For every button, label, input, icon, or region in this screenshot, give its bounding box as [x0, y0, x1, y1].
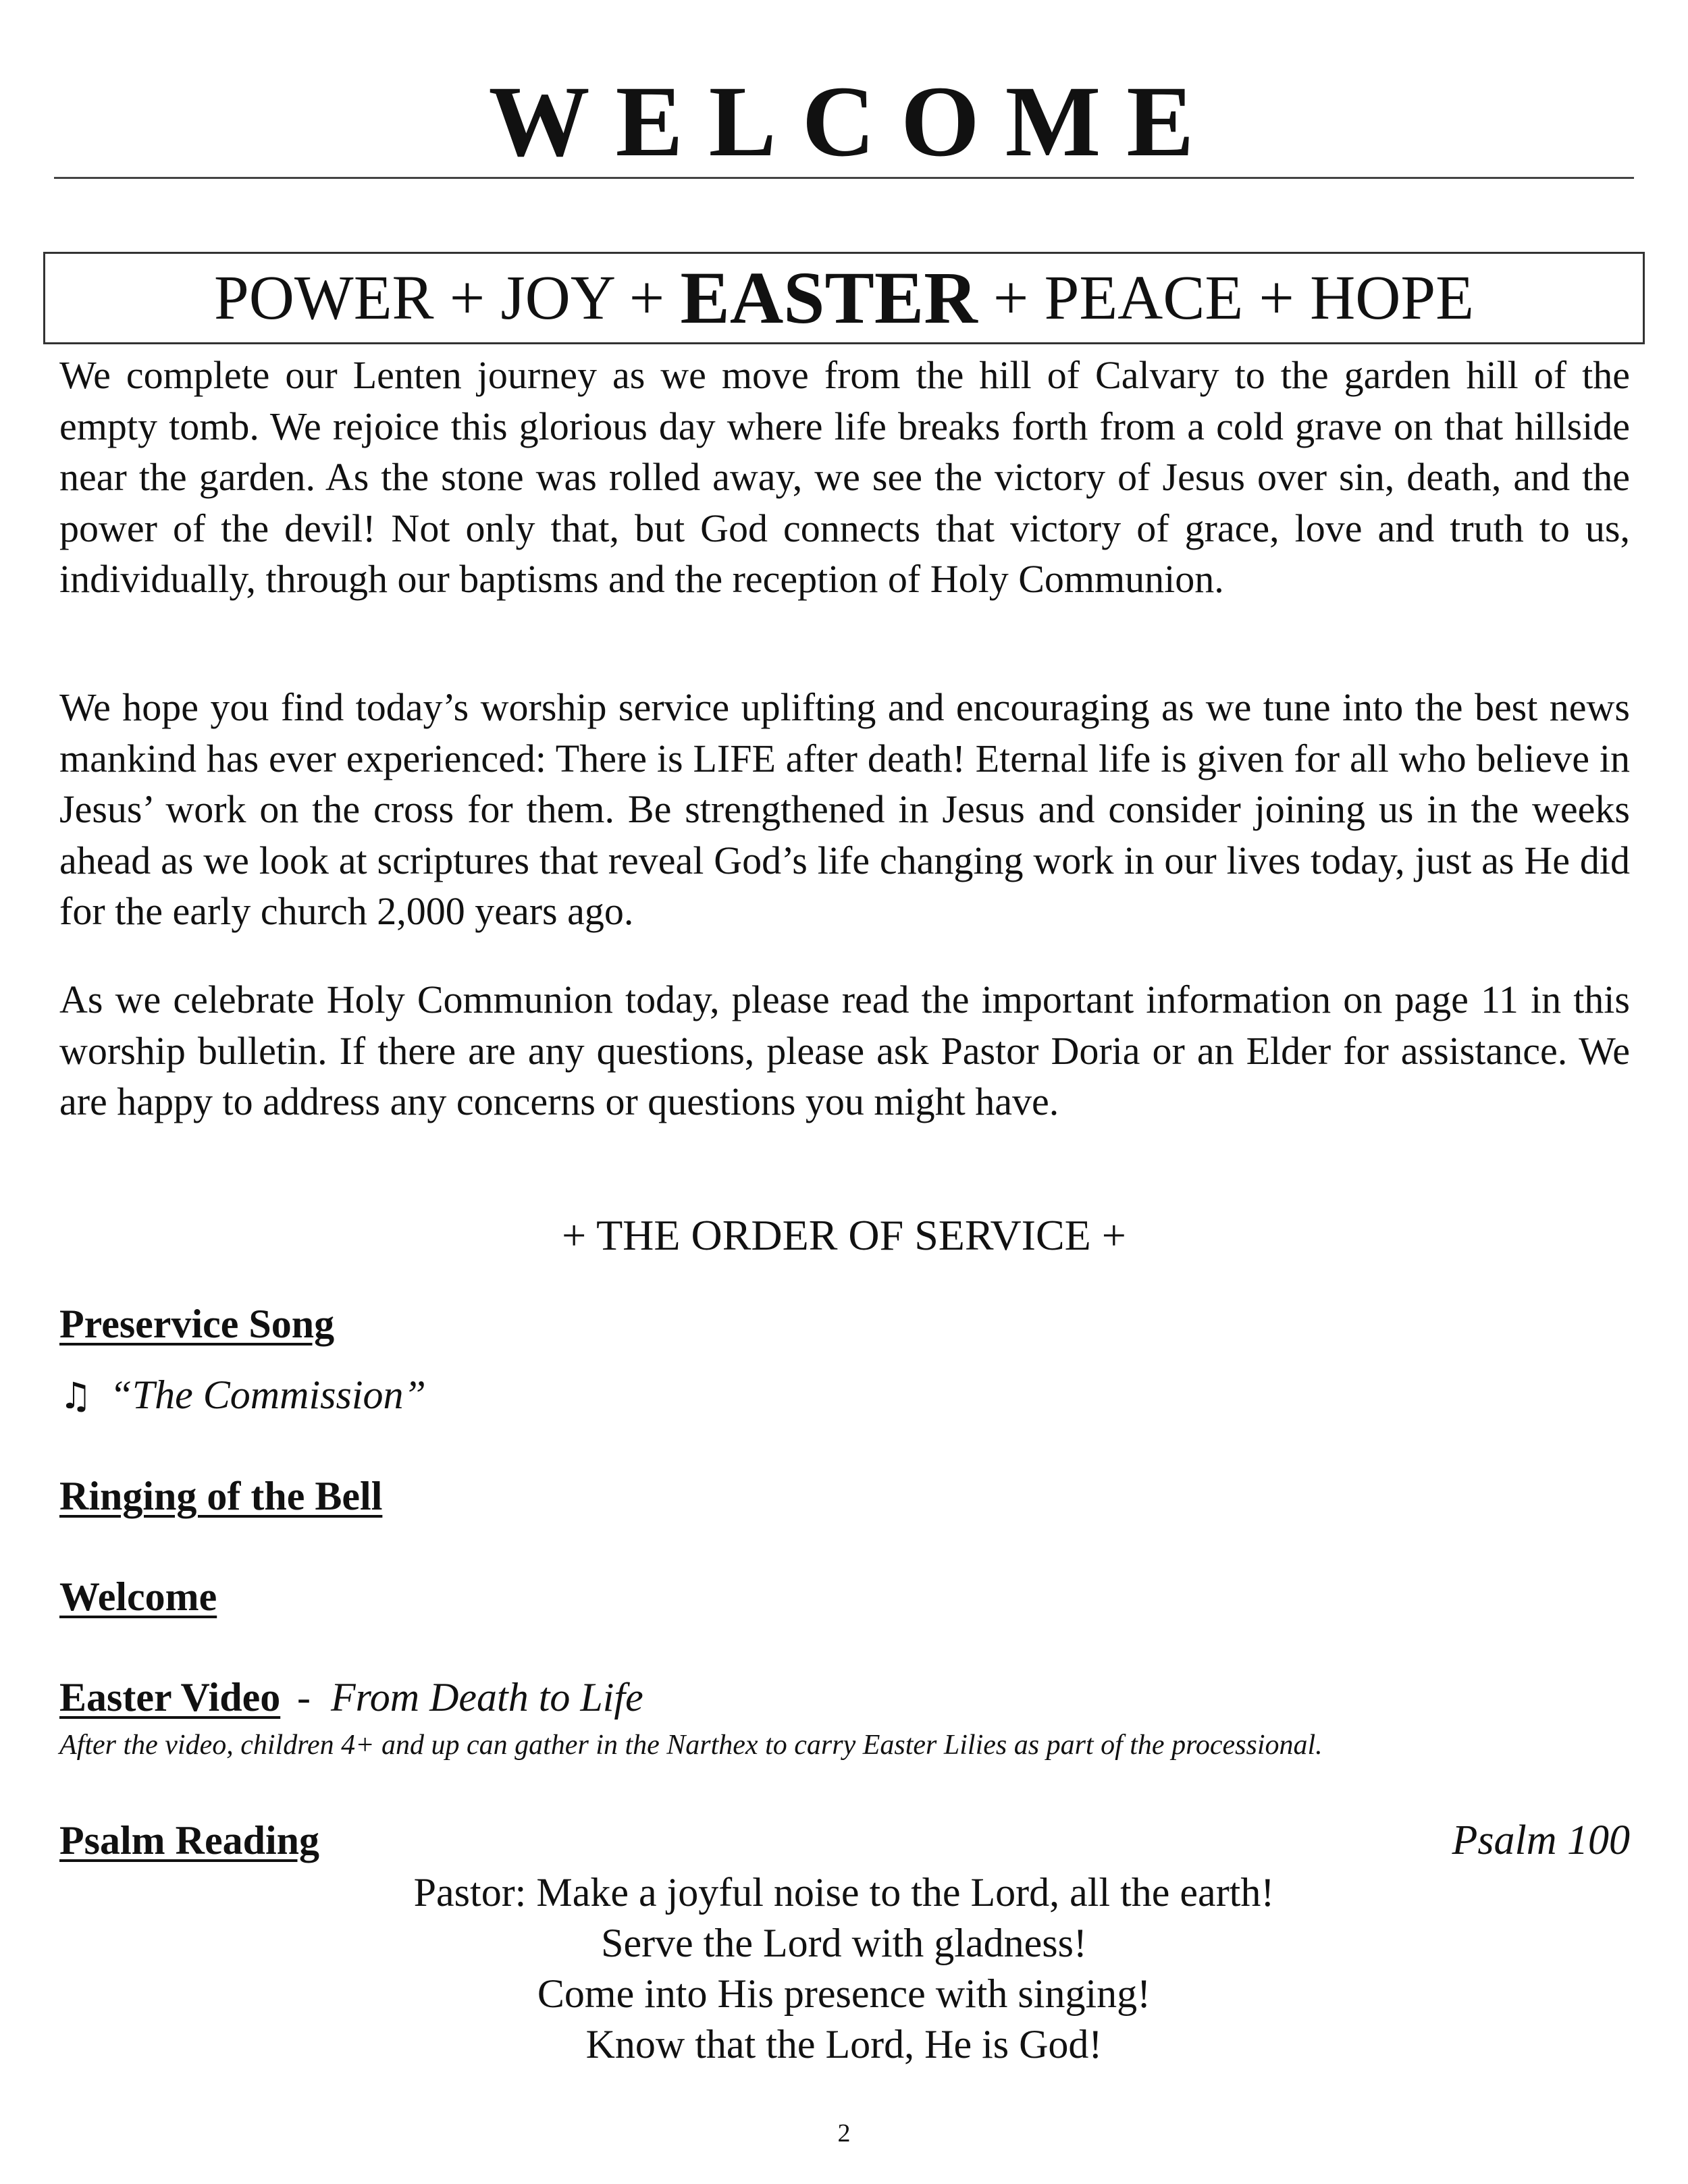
title-divider [54, 177, 1634, 179]
psalm-line-2: Serve the Lord with gladness! [601, 1921, 1087, 1965]
psalm-reading-heading: Psalm Reading [59, 1818, 320, 1863]
welcome-paragraph-3: As we celebrate Holy Communion today, please read the important information on page 11 in this worship bulletin. If there are any questions, please ask Pastor Doria or an Elder for assistance. We are happy to address any concerns or questions you might have. [59, 978, 1630, 1123]
psalm-line-3: Come into His presence with singing! [537, 1971, 1151, 2016]
preservice-song-heading: Preservice Song [59, 1302, 335, 1346]
theme-text-after: + PEACE + HOPE [977, 263, 1474, 333]
page-title: WELCOME [488, 65, 1220, 178]
ringing-of-bell-heading: Ringing of the Bell [59, 1474, 383, 1518]
theme-highlight: EASTER [680, 257, 978, 339]
preservice-song-title: “The Commission” [109, 1373, 426, 1417]
easter-video-dash: - [297, 1675, 311, 1720]
music-note-icon: ♫ [59, 1375, 93, 1417]
order-of-service-heading: + THE ORDER OF SERVICE + [562, 1211, 1126, 1259]
theme-text-before: POWER + JOY + [214, 263, 681, 333]
welcome-heading: Welcome [59, 1574, 217, 1619]
easter-video-heading: Easter Video [59, 1675, 281, 1720]
psalm-reference: Psalm 100 [1452, 1817, 1630, 1863]
easter-video-note: After the video, children 4+ and up can gather in the Narthex to carry Easter Lilies as part of the processional. [59, 1730, 1323, 1761]
psalm-line-4: Know that the Lord, He is God! [585, 2022, 1103, 2067]
preservice-song-line [59, 1370, 426, 1420]
easter-video-title: From Death to Life [330, 1675, 643, 1720]
welcome-paragraph-2: We hope you find today’s worship service uplifting and encouraging as we tune into the best news mankind has ever experienced: There is LIFE after death! Eternal life is given for all who believe in Jesus’ work on the cross for them. Be strengthened in Jesus and consider joining us in the weeks ahead as we look at scriptures that reveal God’s life changing work in our lives today, just as He did for the early church 2,000 years ago. [59, 685, 1630, 933]
psalm-line-1: Pastor: Make a joyful noise to the Lord, all the earth! [413, 1870, 1275, 1915]
theme-banner [43, 252, 1645, 344]
page-number: 2 [837, 2119, 851, 2148]
easter-video-title-line [297, 1673, 643, 1722]
welcome-paragraph-1: We complete our Lenten journey as we move from the hill of Calvary to the garden hill of the empty tomb. We rejoice this glorious day where life breaks forth from a cold grave on that hillside near the garden. As the stone was rolled away, we see the victory of Jesus over sin, death, and the power of the devil! Not only that, but God connects that victory of grace, love and truth to us, individually, through our baptisms and the reception of Holy Communion. [59, 353, 1630, 601]
